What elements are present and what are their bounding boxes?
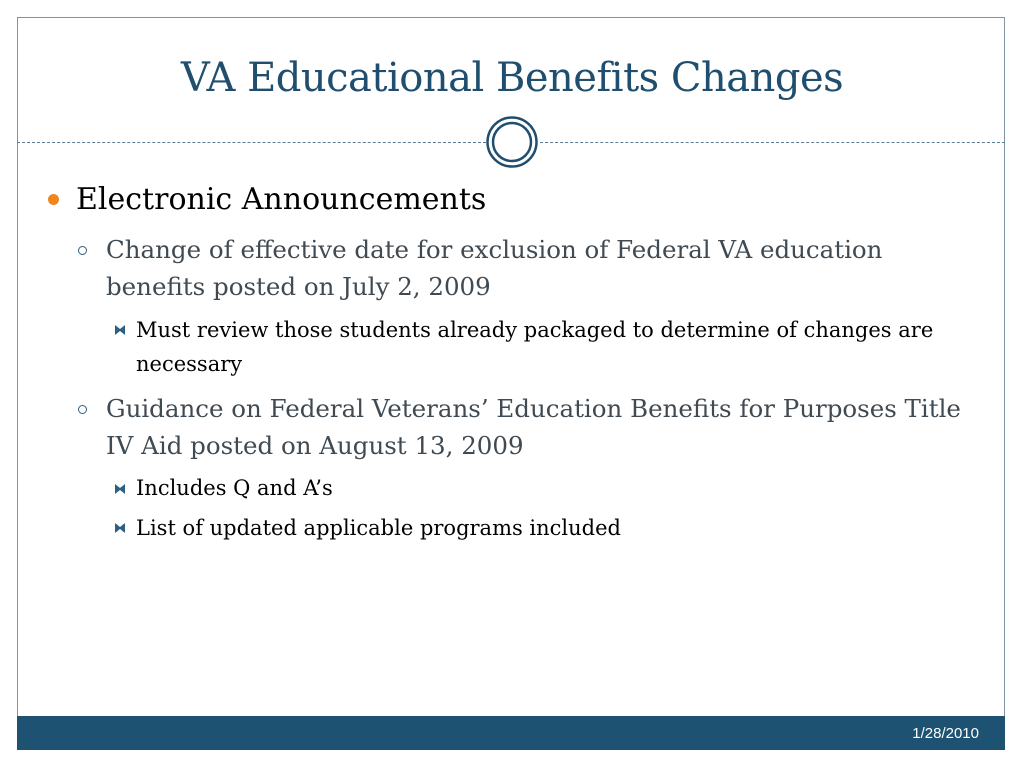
bullet-level2: Guidance on Federal Veterans’ Education Benefits for Purposes Title IV Aid posted on August 13, 2009 bbox=[106, 394, 961, 460]
bullet-level3: Includes Q and A’s bbox=[136, 476, 333, 500]
bowtie-bullet-icon bbox=[114, 522, 126, 534]
filled-circle-bullet-icon bbox=[48, 194, 59, 205]
footer-date: 1/28/2010 bbox=[912, 725, 979, 742]
bullet-level1: Electronic Announcements bbox=[76, 182, 487, 217]
bullet-level3: Must review those students already packaged to determine of changes are necessary bbox=[136, 318, 934, 376]
footer-bar bbox=[17, 716, 1005, 750]
hollow-circle-bullet-icon bbox=[78, 405, 87, 414]
slide-title: VA Educational Benefits Changes bbox=[180, 55, 844, 101]
hollow-circle-bullet-icon bbox=[78, 246, 87, 255]
bullet-level2: Change of effective date for exclusion of Federal VA education benefits posted on July 2, 2009 bbox=[106, 235, 883, 301]
bowtie-bullet-icon bbox=[114, 483, 126, 495]
bullet-level3: List of updated applicable programs included bbox=[136, 516, 621, 540]
bowtie-bullet-icon bbox=[114, 324, 126, 336]
